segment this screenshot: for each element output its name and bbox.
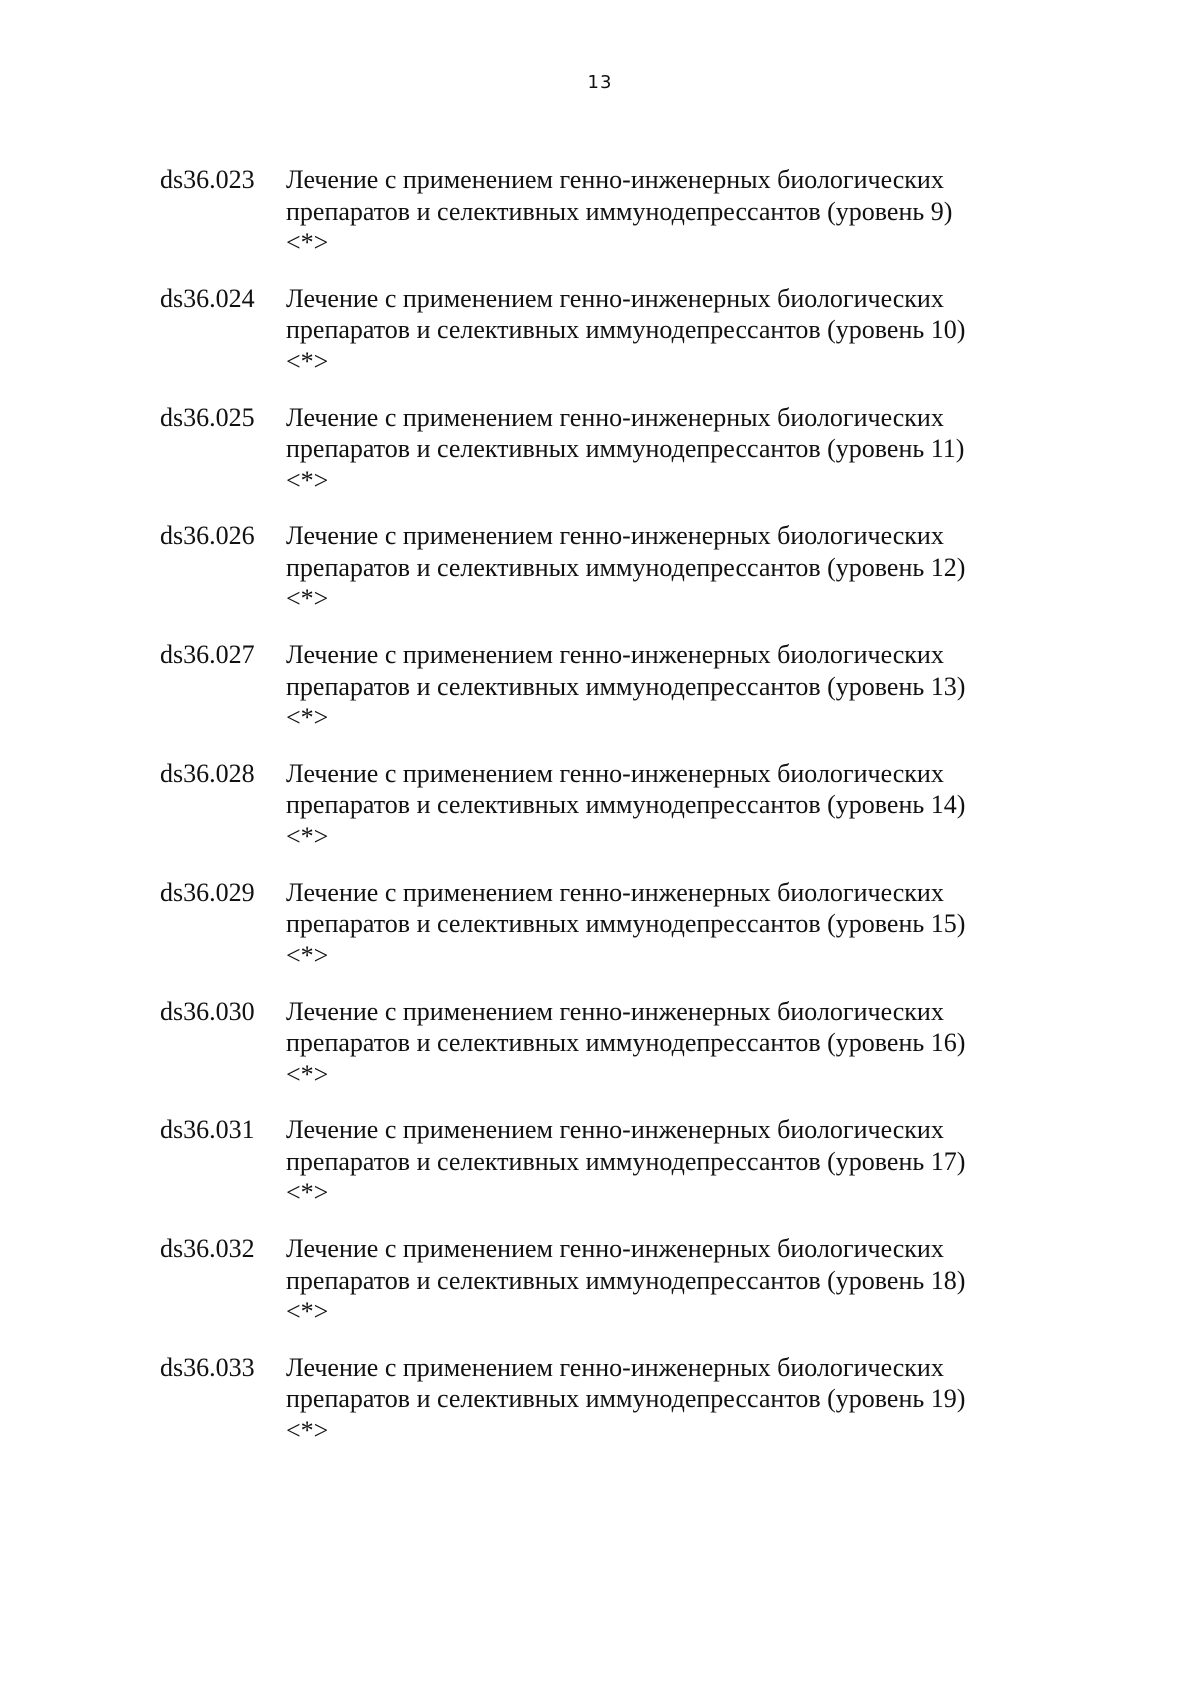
entry-list: [160, 164, 1060, 1471]
entry-description-line: препаратов и селективных иммунодепрессантов (уровень 9): [286, 196, 953, 226]
entry-code: ds36.024: [160, 283, 255, 313]
entry-row: [160, 996, 1060, 1115]
entry-code: ds36.025: [160, 402, 255, 432]
entry-description-line: Лечение с применением генно-инженерных биологических: [286, 1115, 944, 1145]
page-number: 13: [587, 72, 613, 93]
entry-description: [286, 639, 1056, 758]
entry-description-line: препаратов и селективных иммунодепрессантов (уровень 13): [286, 671, 966, 701]
entry-row: [160, 1233, 1060, 1352]
entry-description-line: препаратов и селективных иммунодепрессантов (уровень 15): [286, 909, 966, 939]
entry-row: [160, 283, 1060, 402]
entry-code: ds36.028: [160, 758, 255, 788]
entry-row: [160, 1114, 1060, 1233]
entry-description: [286, 996, 1056, 1115]
entry-note-marker: <*>: [286, 228, 329, 257]
entry-row: [160, 402, 1060, 521]
entry-description-line: Лечение с применением генно-инженерных биологических: [286, 640, 944, 670]
entry-note-marker: <*>: [286, 940, 329, 970]
entry-note-marker: <*>: [286, 821, 329, 851]
entry-note-marker: <*>: [286, 1415, 329, 1445]
entry-note-marker: <*>: [286, 465, 329, 495]
entry-description-line: Лечение с применением генно-инженерных биологических: [286, 1352, 944, 1382]
entry-note-marker: <*>: [286, 703, 329, 733]
entry-description-line: препаратов и селективных иммунодепрессантов (уровень 12): [286, 552, 966, 582]
entry-row: [160, 639, 1060, 758]
entry-code: ds36.027: [160, 640, 255, 670]
entry-row: [160, 164, 1060, 283]
entry-description-line: Лечение с применением генно-инженерных биологических: [286, 165, 944, 194]
entry-row: [160, 758, 1060, 877]
entry-description-line: Лечение с применением генно-инженерных биологических: [286, 521, 944, 551]
entry-note-marker: <*>: [286, 1297, 329, 1327]
entry-row: [160, 520, 1060, 639]
entry-code: ds36.032: [160, 1234, 255, 1264]
entry-description-line: препаратов и селективных иммунодепрессантов (уровень 16): [286, 1028, 966, 1058]
entry-row: [160, 877, 1060, 996]
entry-note-marker: <*>: [286, 1059, 329, 1089]
entry-description: [286, 1233, 1056, 1352]
entry-description: [286, 1114, 1056, 1233]
entry-description-line: препаратов и селективных иммунодепрессантов (уровень 14): [286, 790, 966, 820]
entry-description-line: Лечение с применением генно-инженерных биологических: [286, 1234, 944, 1264]
entry-description: [286, 1352, 1056, 1471]
entry-note-marker: <*>: [286, 584, 329, 614]
entry-code: ds36.026: [160, 521, 255, 551]
entry-description-line: препаратов и селективных иммунодепрессантов (уровень 10): [286, 315, 966, 345]
entry-description-line: Лечение с применением генно-инженерных биологических: [286, 283, 944, 313]
entry-code: ds36.029: [160, 877, 255, 907]
entry-description: [286, 520, 1056, 639]
entry-code: ds36.030: [160, 996, 255, 1026]
entry-description: [286, 283, 1056, 402]
entry-row: [160, 1352, 1060, 1471]
entry-note-marker: <*>: [286, 346, 329, 376]
entry-description: [286, 164, 1056, 283]
entry-description: [286, 402, 1056, 521]
entry-description-line: препаратов и селективных иммунодепрессантов (уровень 17): [286, 1146, 966, 1176]
entry-description: [286, 877, 1056, 996]
entry-description-line: Лечение с применением генно-инженерных биологических: [286, 758, 944, 788]
entry-description-line: препаратов и селективных иммунодепрессантов (уровень 11): [286, 434, 965, 464]
entry-code: ds36.031: [160, 1115, 255, 1145]
entry-note-marker: <*>: [286, 1178, 329, 1208]
entry-description: [286, 758, 1056, 877]
entry-code: ds36.023: [160, 165, 255, 194]
entry-description-line: Лечение с применением генно-инженерных биологических: [286, 877, 944, 907]
entry-description-line: препаратов и селективных иммунодепрессантов (уровень 19): [286, 1384, 966, 1414]
entry-code: ds36.033: [160, 1352, 255, 1382]
entry-description-line: Лечение с применением генно-инженерных биологических: [286, 996, 944, 1026]
entry-description-line: Лечение с применением генно-инженерных биологических: [286, 402, 944, 432]
entry-description-line: препаратов и селективных иммунодепрессантов (уровень 18): [286, 1265, 966, 1295]
